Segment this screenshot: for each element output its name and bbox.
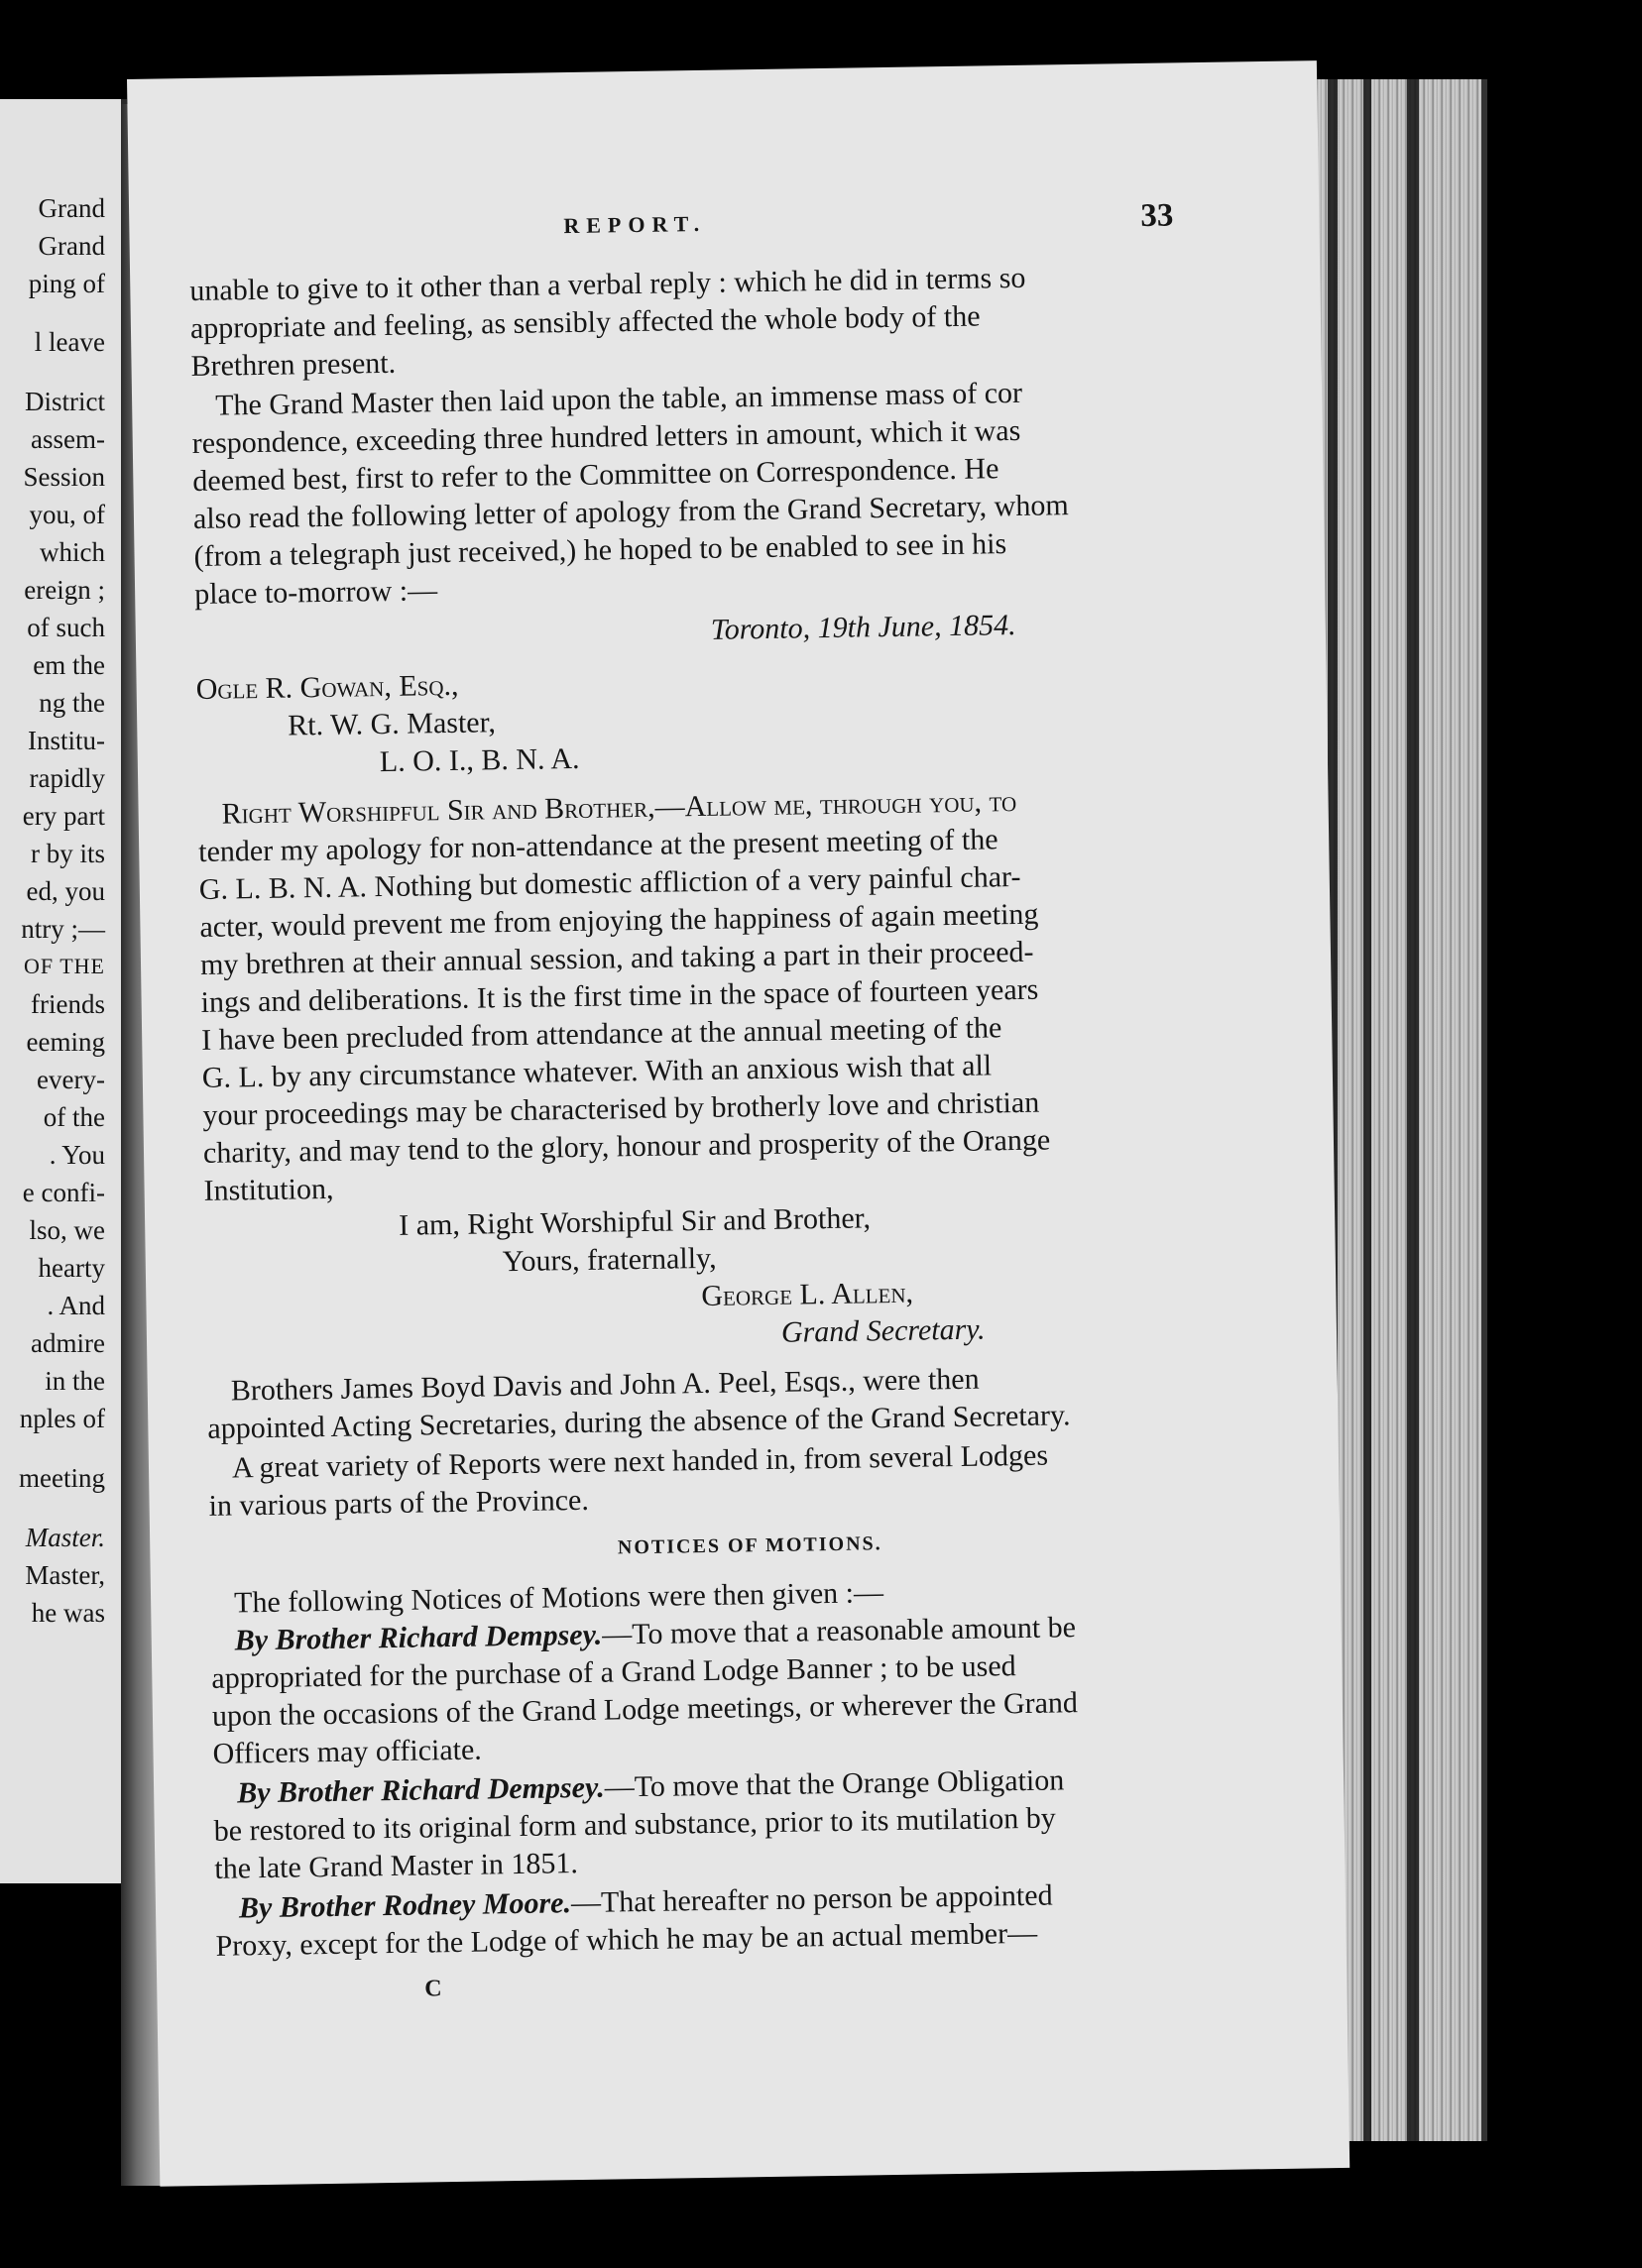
- left-page-text-fragment: Grand: [38, 193, 105, 223]
- motion-mover: By Brother Rodney Moore.: [238, 1886, 572, 1925]
- text-line: Proxy, except for the Lodge of which he may be an actual member—: [215, 1916, 1038, 1963]
- text-line: Officers may officiate.: [212, 1733, 483, 1770]
- letter-dateline: Toronto, 19th June, 1854.: [710, 608, 1016, 646]
- text-line: Brethren present.: [190, 346, 397, 384]
- text-line: place to-morrow :—: [193, 574, 438, 611]
- page-content: [186, 61, 1267, 2002]
- text-line: unable to give to it other than a verbal reply : which he did in terms so: [189, 261, 1026, 308]
- left-page-text-fragment: Master,: [25, 1560, 105, 1590]
- page-header: [188, 197, 1269, 259]
- text-line: Right Worshipful Sir and Brother,—Allow me, through you, to: [221, 785, 1017, 831]
- text-line: The Grand Master then laid upon the table, an immense mass of cor: [214, 376, 1023, 422]
- motion-text: —That hereafter no person be appointed: [570, 1878, 1053, 1920]
- left-page-text-fragment: ery part: [22, 801, 105, 831]
- letter-signer-title: Grand Secretary.: [780, 1312, 986, 1349]
- text-line: G. L. by any circumstance whatever. With an anxious wish that all: [201, 1049, 993, 1094]
- left-page-text-fragment: r by its: [30, 839, 105, 868]
- left-page-text-fragment: eeming: [26, 1027, 105, 1057]
- left-page-text-fragment: friends: [31, 989, 105, 1019]
- motion-mover: By Brother Richard Dempsey.: [234, 1618, 603, 1657]
- text-line: deemed best, first to refer to the Committee on Correspondence. He: [192, 452, 999, 499]
- text-line: appropriate and feeling, as sensibly affected the whole body of the: [189, 299, 981, 346]
- left-page-text-fragment: e confi-: [22, 1178, 105, 1207]
- letter-address-line: Ogle R. Gowan, Esq.,: [195, 668, 459, 706]
- page-number: 33: [1140, 197, 1174, 234]
- left-page-text-fragment: District: [25, 387, 105, 416]
- left-page-text-fragment: every-: [37, 1065, 105, 1094]
- text-line: The following Notices of Motions were then given :—: [233, 1576, 884, 1620]
- text-line: ings and deliberations. It is the first time in the space of fourteen years: [200, 972, 1039, 1019]
- left-page-text-fragment: ping of: [28, 269, 105, 298]
- left-page-text-fragment: in the: [45, 1366, 105, 1396]
- letter-address-line: L. O. I., B. N. A.: [379, 741, 580, 779]
- left-page-text-fragment: admire: [31, 1328, 105, 1358]
- text-line: (from a telegraph just received,) he hoped to be enabled to see in his: [193, 527, 1007, 573]
- text-line: acter, would prevent me from enjoying the happiness of again meeting: [199, 897, 1039, 944]
- left-page-text-fragment: . You: [49, 1140, 105, 1170]
- left-page-text-fragment: meeting: [19, 1463, 105, 1493]
- text-line: upon the occasions of the Grand Lodge meetings, or wherever the Grand: [211, 1686, 1079, 1733]
- left-page-text-fragment: nples of: [19, 1404, 105, 1433]
- left-page-text-fragment: which: [40, 537, 105, 567]
- left-page-text-fragment: ed, you: [26, 876, 105, 906]
- left-page-text-fragment: Institu-: [28, 726, 105, 755]
- motion-text: —To move that a reasonable amount be: [601, 1611, 1077, 1651]
- letter-signer-name: George L. Allen,: [701, 1276, 914, 1313]
- left-page-fragment: [0, 99, 127, 1883]
- text-line: my brethren at their annual session, and taking a part in their proceed-: [199, 935, 1034, 981]
- text-line: appropriated for the purchase of a Grand Lodge Banner ; to be used: [211, 1649, 1016, 1695]
- text-line: I have been precluded from attendance at the annual meeting of the: [200, 1011, 1002, 1057]
- left-page-text-fragment: ereign ;: [24, 575, 105, 605]
- text-line: be restored to its original form and substance, prior to its mutilation by: [213, 1801, 1056, 1848]
- text-line: also read the following letter of apology from the Grand Secretary, whom: [192, 489, 1069, 536]
- text-line: A great variety of Reports were next handed in, from several Lodges: [231, 1438, 1049, 1485]
- text-line: in various parts of the Province.: [208, 1483, 590, 1523]
- left-page-text-fragment: Grand: [38, 231, 105, 261]
- left-page-text-fragment: lso, we: [29, 1215, 105, 1245]
- left-page-text-fragment: of such: [27, 613, 105, 642]
- text-line: charity, and may tend to the glory, honour and prosperity of the Orange: [202, 1123, 1051, 1170]
- left-page-text-fragment: you, of: [29, 500, 105, 529]
- left-page-text-fragment: OF THE: [24, 954, 105, 978]
- text-line: the late Grand Master in 1851.: [214, 1847, 579, 1885]
- text-line: appointed Acting Secretaries, during the absence of the Grand Secretary.: [207, 1399, 1071, 1445]
- left-page-text-fragment: hearty: [38, 1253, 105, 1283]
- signature-letter: C: [424, 1976, 442, 2002]
- left-page-text-fragment: assem-: [31, 424, 105, 454]
- text-line: respondence, exceeding three hundred letters in amount, which it was: [191, 413, 1021, 461]
- left-page-text-fragment: l leave: [34, 327, 105, 357]
- letter-closing: Yours, fraternally,: [502, 1241, 717, 1279]
- running-head: REPORT.: [563, 210, 707, 239]
- left-page-text-fragment: of the: [43, 1102, 105, 1132]
- book-page: [127, 60, 1349, 2187]
- left-page-text-fragment: he was: [31, 1598, 105, 1628]
- left-page-text-fragment: ng the: [39, 688, 105, 718]
- text-line: Institution,: [203, 1172, 334, 1207]
- text-line: your proceedings may be characterised by brotherly love and christian: [202, 1085, 1040, 1132]
- text-line: tender my apology for non-attendance at the present meeting of the: [197, 823, 998, 868]
- left-page-text-fragment: em the: [33, 650, 105, 680]
- left-page-text-fragment: rapidly: [29, 763, 105, 793]
- text-line: Brothers James Boyd Davis and John A. Peel, Esqs., were then: [230, 1362, 980, 1408]
- letter-address-line: Rt. W. G. Master,: [288, 706, 497, 742]
- left-page-text-fragment: Session: [23, 462, 105, 492]
- motion-mover: By Brother Richard Dempsey.: [236, 1770, 605, 1810]
- left-page-text-fragment: . And: [47, 1291, 105, 1320]
- text-line: G. L. B. N. A. Nothing but domestic affliction of a very painful char-: [198, 859, 1021, 906]
- motion-text: —To move that the Orange Obligation: [604, 1763, 1065, 1804]
- letter-closing: I am, Right Worshipful Sir and Brother,: [398, 1201, 872, 1242]
- section-heading: NOTICES OF MOTIONS.: [617, 1532, 882, 1559]
- left-page-text-fragment: Master.: [25, 1523, 105, 1552]
- left-page-text-fragment: ntry ;—: [21, 914, 105, 944]
